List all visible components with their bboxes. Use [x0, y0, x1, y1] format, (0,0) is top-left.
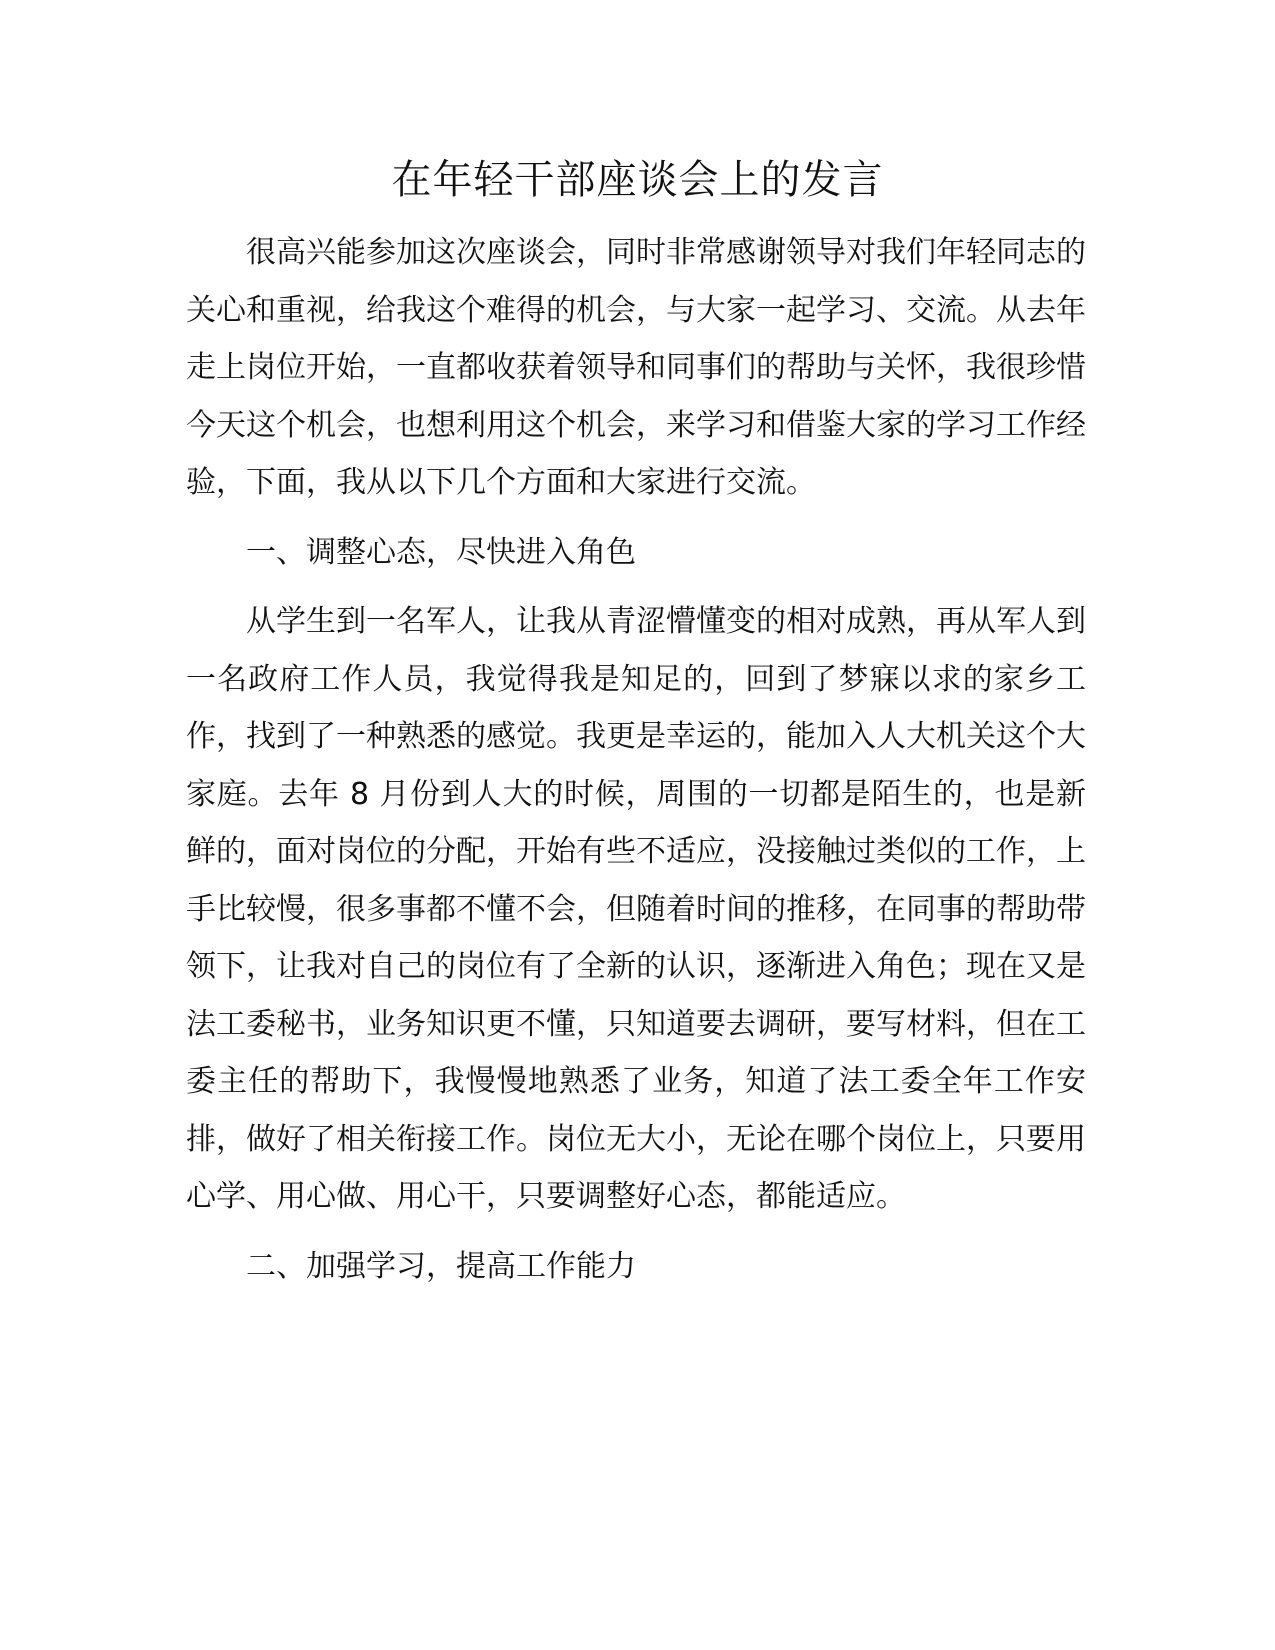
- page-title: 在年轻干部座谈会上的发言: [391, 157, 884, 203]
- intro-paragraph: 很高兴能参加这次座谈会，同时非常感谢领导对我们年轻同志的关心和重视，给我这个难得的机会，与大家一起学习、交流。从去年走上岗位开始，一直都收获着领导和同事们的帮助与关怀，我很珍惜今天这个机会，也想利用这个机会，来学习和借鉴大家的学习工作经验，下面，我从以下几个方面和大家进行交流。: [186, 235, 1086, 500]
- section-heading-2: 二、加强学习，提高工作能力: [246, 1248, 636, 1284]
- section-heading-1: 一、调整心态，尽快进入角色: [246, 534, 636, 570]
- document-body: [186, 224, 1086, 1307]
- section-1-paragraph: 从学生到一名军人，让我从青涩懵懂变的相对成熟，再从军人到一名政府工作人员，我觉得我是知足的，回到了梦寐以求的家乡工作，找到了一种熟悉的感觉。我更是幸运的，能加入人大机关这个大家庭。去年 8 月份到人大的时候，周围的一切都是陌生的，也是新鲜的，面对岗位的分配，开始有些不适应，没接触过类似的工作，上手比较慢，很多事都不懂不会，但随着时间的推移，在同事的帮助带领下，让我对自己的岗位有了全新的认识，逐渐进入角色；现在又是法工委秘书，业务知识更不懂，只知道要去调研，要写材料，但在工委主任的帮助下，我慢慢地熟悉了业务，知道了法工委全年工作安排，做好了相关衔接工作。岗位无大小，无论在哪个岗位上，只要用心学、用心做、用心干，只要调整好心态，都能适应。: [186, 604, 1086, 1214]
